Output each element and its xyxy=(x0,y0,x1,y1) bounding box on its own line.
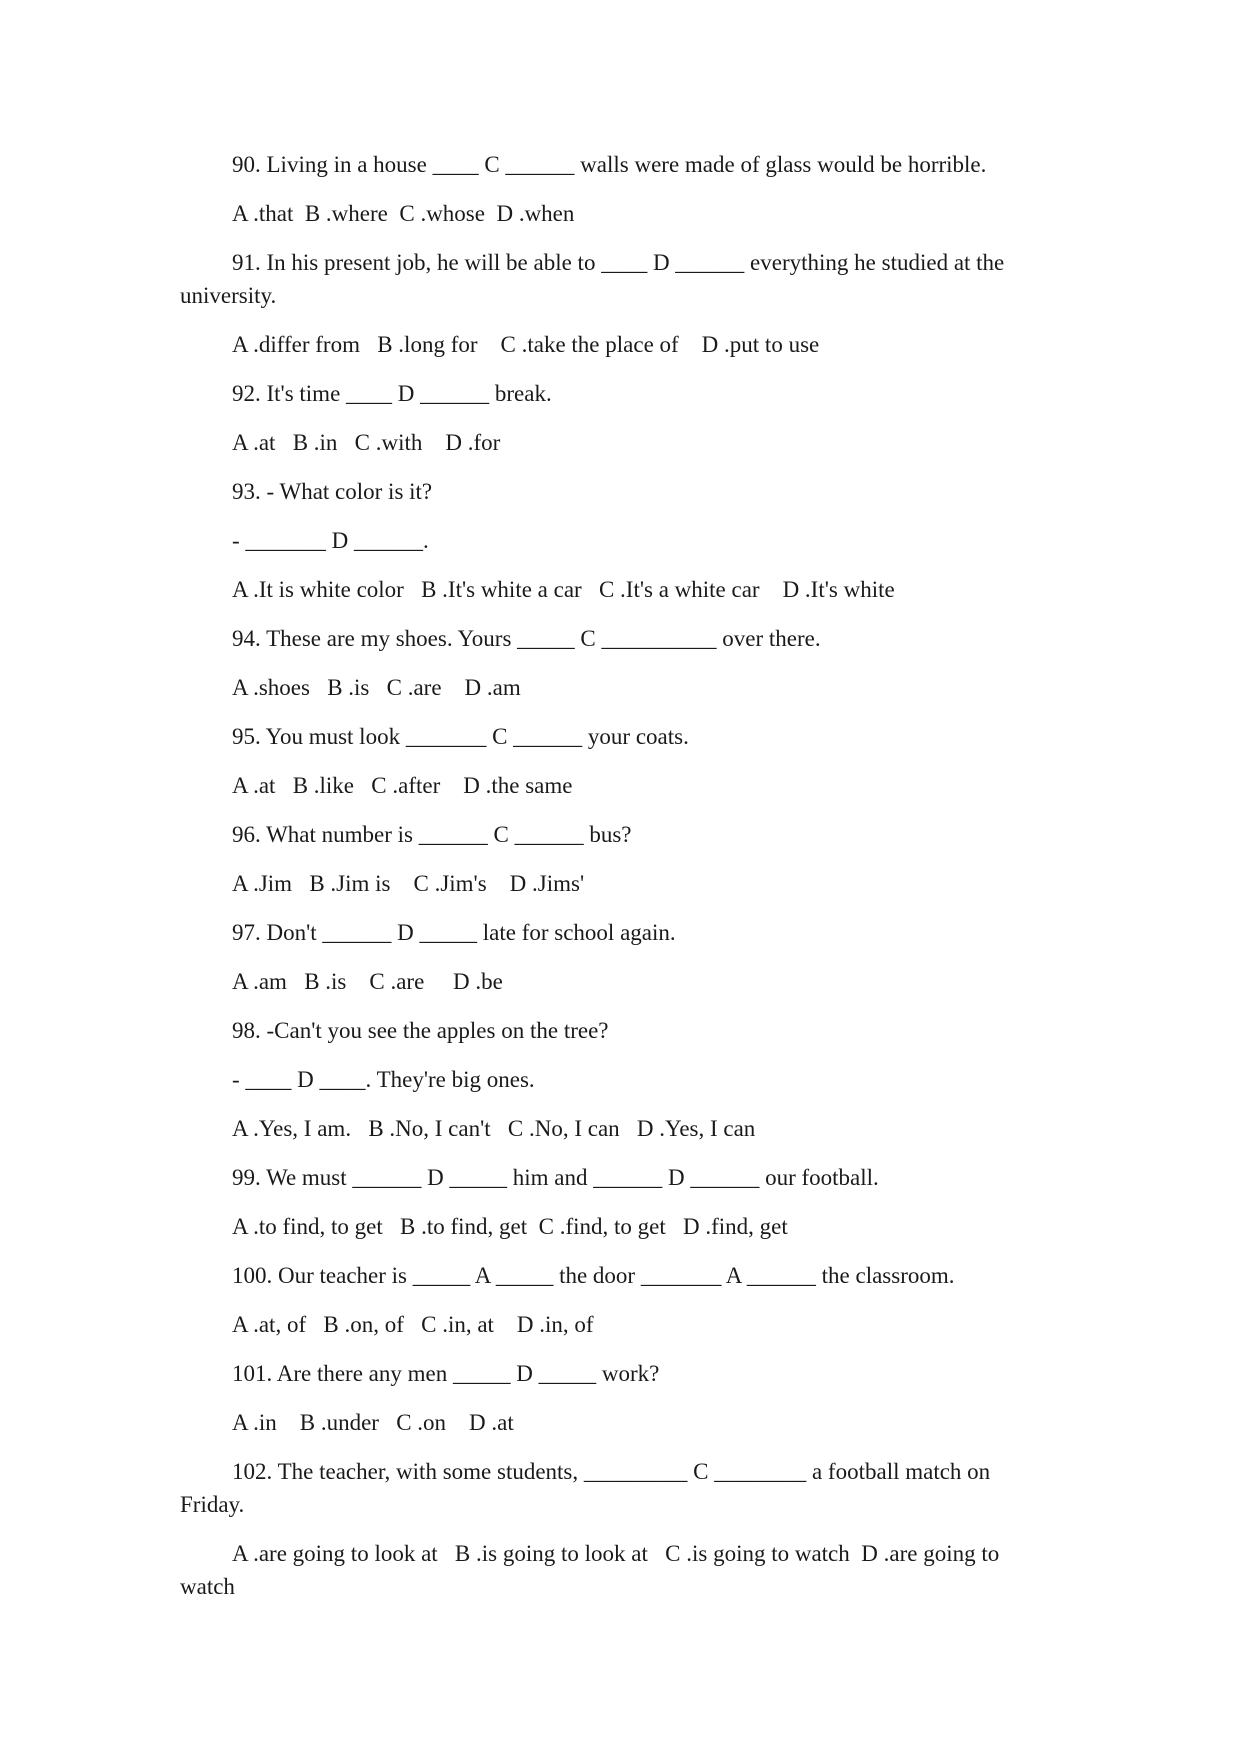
options-100: A .at, of B .on, of C .in, at D .in, of xyxy=(232,1312,594,1337)
options-96: A .Jim B .Jim is C .Jim's D .Jims' xyxy=(232,871,585,896)
options-95: A .at B .like C .after D .the same xyxy=(232,773,573,798)
question-101: 101. Are there any men _____ D _____ work? xyxy=(232,1361,660,1386)
question-91: 91. In his present job, he will be able to ____ D ______ everything he studied at the university. xyxy=(180,250,1011,308)
options-94: A .shoes B .is C .are D .am xyxy=(232,675,521,700)
question-93: 93. - What color is it? xyxy=(232,479,433,504)
question-95: 95. You must look _______ C ______ your coats. xyxy=(232,724,689,749)
question-97: 97. Don't ______ D _____ late for school again. xyxy=(232,920,676,945)
options-102: A .are going to look at B .is going to look at C .is going to watch D .are going to watch xyxy=(180,1541,1005,1599)
question-94: 94. These are my shoes. Yours _____ C __________ over there. xyxy=(232,626,821,651)
question-102: 102. The teacher, with some students, _________ C ________ a football match on Friday. xyxy=(180,1459,996,1517)
question-96: 96. What number is ______ C ______ bus? xyxy=(232,822,632,847)
options-91: A .differ from B .long for C .take the place of D .put to use xyxy=(232,332,820,357)
answer-93: - _______ D ______. xyxy=(232,528,429,553)
options-97: A .am B .is C .are D .be xyxy=(232,969,503,994)
question-92: 92. It's time ____ D ______ break. xyxy=(232,381,552,406)
options-98: A .Yes, I am. B .No, I can't C .No, I can D .Yes, I can xyxy=(232,1116,756,1141)
options-99: A .to find, to get B .to find, get C .find, to get D .find, get xyxy=(232,1214,788,1239)
question-99: 99. We must ______ D _____ him and ______ D ______ our football. xyxy=(232,1165,879,1190)
options-92: A .at B .in C .with D .for xyxy=(232,430,501,455)
question-90: 90. Living in a house ____ C ______ walls were made of glass would be horrible. xyxy=(232,152,987,177)
options-101: A .in B .under C .on D .at xyxy=(232,1410,514,1435)
question-98: 98. -Can't you see the apples on the tree? xyxy=(232,1018,609,1043)
answer-98: - ____ D ____. They're big ones. xyxy=(232,1067,535,1092)
question-100: 100. Our teacher is _____ A _____ the door _______ A ______ the classroom. xyxy=(232,1263,955,1288)
options-93: A .It is white color B .It's white a car C .It's a white car D .It's white xyxy=(232,577,895,602)
worksheet-page xyxy=(180,148,1058,1603)
options-90: A .that B .where C .whose D .when xyxy=(232,201,575,226)
